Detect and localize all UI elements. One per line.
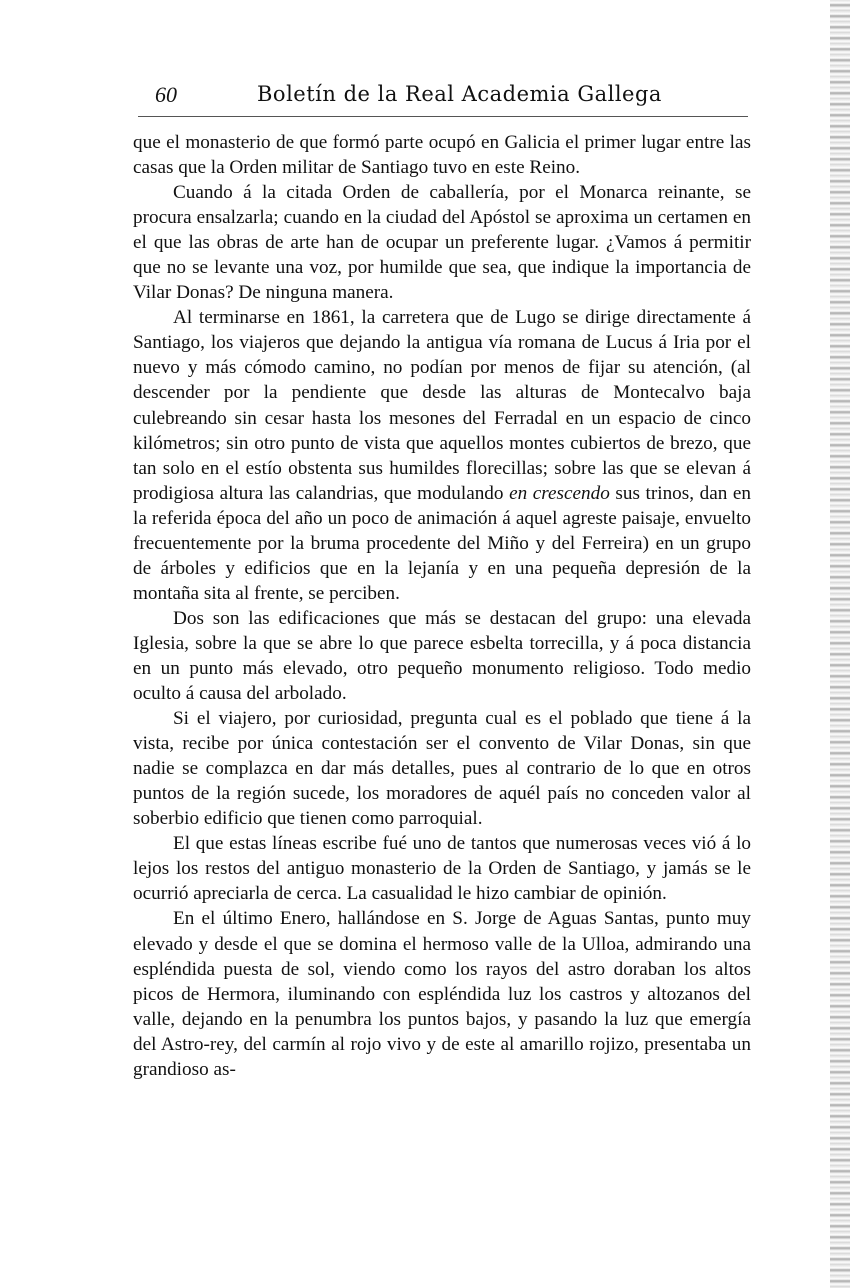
page-edge xyxy=(830,0,850,1288)
running-title: Boletín de la Real Academia Gallega xyxy=(257,82,662,106)
header-rule xyxy=(138,116,748,117)
body-text xyxy=(133,130,751,1082)
page-header xyxy=(155,82,755,116)
paragraph-7: En el último Enero, hallándose en S. Jorge de Aguas Santas, punto muy elevado y desde el que se domina el hermoso valle de la Ulloa, admirando una espléndida puesta de sol, viendo como los rayos del astro doraban los altos picos de Hermora, iluminando con espléndida luz los castros y altozanos del valle, dejando en la penumbra los puntos bajos, y pasando la luz que emergía del Astro-rey, del carmín al rojo vivo y de este al amarillo rojizo, presentaba un grandioso as- xyxy=(133,908,751,1080)
italic-phrase: en crescendo xyxy=(509,482,610,504)
paragraph-4: Dos son las edificaciones que más se destacan del grupo: una elevada Iglesia, sobre la que se abre lo que parece esbelta torrecilla, y á poca distancia en un punto más elevado, otro pequeño monumento religioso. Todo medio oculto á causa del arbolado. xyxy=(133,607,751,705)
paragraph-6: El que estas líneas escribe fué uno de tantos que numerosas veces vió á lo lejos los restos del antiguo monasterio de la Orden de Santiago, y jamás se le ocurrió apreciarla de cerca. La casualidad le hizo cambiar de opinión. xyxy=(133,833,751,905)
paragraph-1: que el monasterio de que formó parte ocupó en Galicia el primer lugar entre las casas que la Orden militar de Santiago tuvo en este Reino. xyxy=(133,132,751,179)
paragraph-3: Al terminarse en 1861, la carretera que de Lugo se dirige directamente á Santiago, los viajeros que dejando la antigua vía romana de Lucus á Iria por el nuevo y más cómodo camino, no podían por menos de fijar su atención, (al descender por la pendiente que desde las alturas de Montecalvo baja culebreando sin cesar hasta los mesones del Ferradal en un espacio de cinco kilómetros; sin otro punto de vista que aquellos montes cubiertos de brezo, que tan solo en el estío obstenta sus humildes florecillas; sobre las que se elevan á prodigiosa altura las calandrias, que modulando en crescendo sus trinos, dan en la referida época del año un poco de animación á aquel agreste paisaje, envuelto frecuentemente por la bruma procedente del Miño y del Ferreira) en un grupo de árboles y edificios que en la lejanía y en una pequeña depresión de la montaña sita al frente, se perciben. xyxy=(133,307,751,604)
paragraph-5: Si el viajero, por curiosidad, pregunta cual es el poblado que tiene á la vista, recibe por única contestación ser el convento de Vilar Donas, sin que nadie se complazca en dar más detalles, pues al contrario de lo que en otros puntos de la región sucede, los moradores de aquél país no conceden valor al soberbio edificio que tienen como parroquial. xyxy=(133,708,751,830)
paragraph-2: Cuando á la citada Orden de caballería, por el Monarca reinante, se procura ensalzarla; cuando en la ciudad del Apóstol se aproxima un certamen en el que las obras de arte han de ocupar un preferente lugar. ¿Vamos á permitir que no se levante una voz, por humilde que sea, que indique la importancia de Vilar Donas? De ninguna manera. xyxy=(133,182,751,304)
page-number: 60 xyxy=(155,82,177,107)
